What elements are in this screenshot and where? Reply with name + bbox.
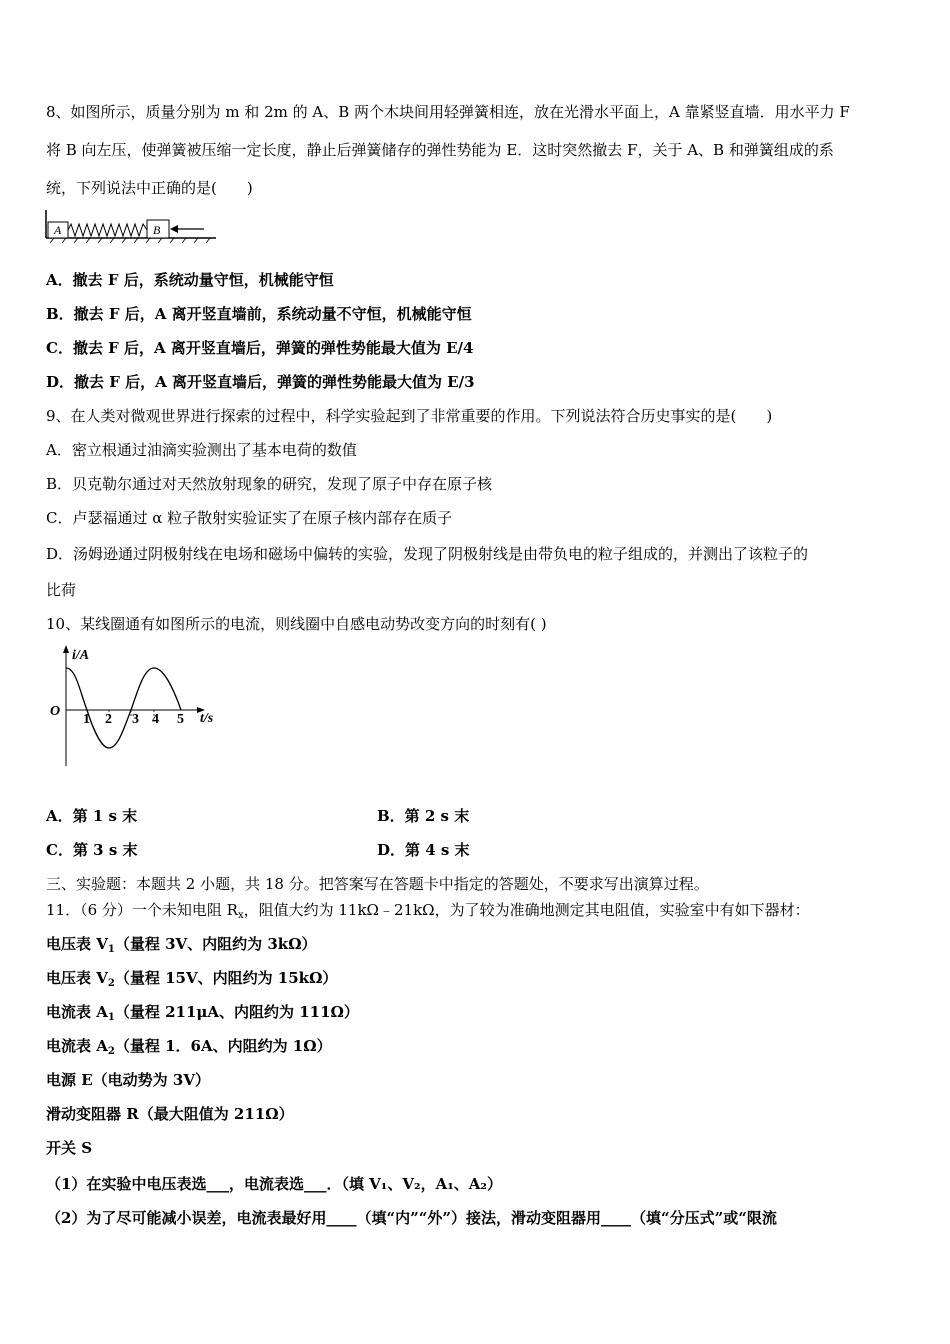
current-curve [66,668,181,748]
y-axis-label: i/A [72,648,90,663]
q8-stem-line2: 将 B 向左压，使弹簧被压缩一定长度，静止后弹簧储存的弹性势能为 E．这时突然撤去 F，关于 A、B 和弹簧组成的系 [46,141,834,159]
q8-option-b: B．撤去 F 后，A 离开竖直墙前，系统动量不守恒，机械能守恒 [46,305,472,323]
tick-1: 1 [83,712,90,727]
q11-part2: （2）为了尽可能减小误差，电流表最好用____（填“内”“外”）接法，滑动变阻器用____（填“分压式”或“限流 [46,1209,777,1227]
item-name: 电压表 V [46,969,108,987]
q8-option-a: A．撤去 F 后，系统动量守恒，机械能守恒 [46,271,334,289]
q10-option-a: A．第 1 s 末 [46,807,138,825]
q11-item-v2 [46,968,337,994]
block-b-label: B [153,223,161,237]
q11-item-a1 [46,1002,359,1028]
q8-stem-line3: 统，下列说法中正确的是( ) [46,179,253,197]
y-axis-arrow-icon [63,645,69,653]
item-sub: 1 [107,944,115,955]
q8-option-c: C．撤去 F 后，A 离开竖直墙后，弹簧的弹性势能最大值为 E/4 [46,339,474,357]
arrow-head-icon [170,225,178,233]
q8-option-d: D．撤去 F 后，A 离开竖直墙后，弹簧的弹性势能最大值为 E/3 [46,373,475,391]
q11-part1: （1）在实验中电压表选___，电流表选___．（填 V₁、V₂，A₁、A₂） [46,1175,502,1193]
q11-stem [46,900,810,926]
spring-blocks-figure [44,206,220,246]
q11-power-source: 电源 E（电动势为 3V） [46,1071,210,1089]
q9-stem: 9、在人类对微观世界进行探索的过程中，科学实验起到了非常重要的作用。下列说法符合历史事实的是( ) [46,407,773,425]
q11-stem-b: ，阻值大约为 11kΩ﹣21kΩ，为了较为准确地测定其电阻值，实验室中有如下器材： [243,901,810,919]
q11-rheostat: 滑动变阻器 R（最大阻值为 211Ω） [46,1105,294,1123]
origin-label: O [50,704,61,719]
q9-option-b: B．贝克勒尔通过对天然放射现象的研究，发现了原子中存在原子核 [46,475,493,493]
item-sub: 2 [107,978,115,989]
item-name: 电流表 A [46,1003,108,1021]
q11-switch: 开关 S [46,1139,93,1157]
current-graph [44,642,228,770]
q8-stem-line1: 8、如图所示，质量分别为 m 和 2m 的 A、B 两个木块间用轻弹簧相连，放在光滑水平面上，A 靠紧竖直墙．用水平力 F [46,103,850,121]
item-name: 电压表 V [46,935,108,953]
item-spec: （量程 1．6A、内阻约为 1Ω） [114,1037,332,1055]
item-spec: （量程 211μA、内阻约为 111Ω） [114,1003,359,1021]
q10-option-b: B．第 2 s 末 [377,807,470,825]
spring [68,224,147,236]
q10-option-d: D．第 4 s 末 [377,841,470,859]
q11-item-v1 [46,934,317,960]
q10-stem: 10、某线圈通有如图所示的电流，则线圈中自感电动势改变方向的时刻有( ) [46,615,547,633]
tick-2: 2 [105,712,112,727]
q11-item-a2 [46,1036,332,1062]
q11-stem-a: 11．（6 分）一个未知电阻 R [46,901,238,919]
tick-3: 3 [132,712,139,727]
tick-4: 4 [152,712,159,727]
q9-option-a: A．密立根通过油滴实验测出了基本电荷的数值 [46,441,357,459]
q9-option-d-line2: 比荷 [46,581,77,599]
q9-option-d-line1: D．汤姆逊通过阴极射线在电场和磁场中偏转的实验，发现了阴极射线是由带负电的粒子组成的，并测出了该粒子的 [46,545,809,563]
q11-stem-sub: x [237,910,244,921]
tick-5: 5 [177,712,184,727]
q9-option-c: C．卢瑟福通过 α 粒子散射实验证实了在原子核内部存在质子 [46,509,453,527]
tick-labels [83,712,184,727]
item-name: 电流表 A [46,1037,108,1055]
q10-option-c: C．第 3 s 末 [46,841,138,859]
item-sub: 2 [107,1046,115,1057]
x-axis-label: t/s [200,711,214,726]
section-3-heading: 三、实验题：本题共 2 小题，共 18 分。把答案写在答题卡中指定的答题处，不要求写出演算过程。 [46,875,709,893]
block-a-label: A [54,223,62,237]
item-sub: 1 [107,1012,115,1023]
item-spec: （量程 15V、内阻约为 15kΩ） [114,969,338,987]
item-spec: （量程 3V、内阻约为 3kΩ） [114,935,317,953]
